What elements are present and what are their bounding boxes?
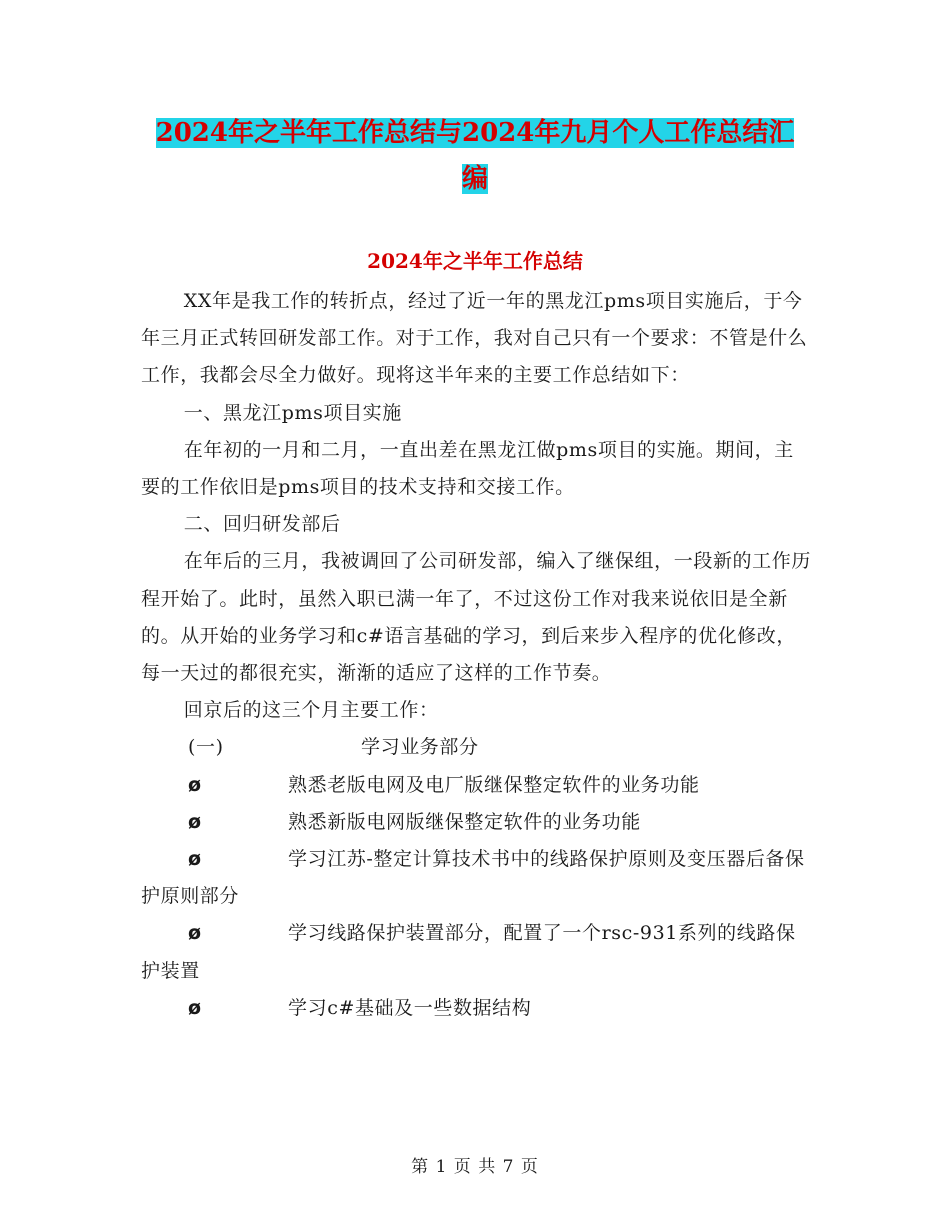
title-line-1: 2024年之半年工作总结与2024年九月个人工作总结汇 — [155, 118, 795, 148]
list-item — [141, 804, 811, 841]
bullet-icon: ø — [188, 996, 202, 1019]
document-title — [140, 110, 810, 202]
bullet-icon: ø — [188, 810, 202, 833]
list-item — [141, 767, 811, 804]
list-item-text: 熟悉新版电网版继保整定软件的业务功能 — [288, 810, 641, 833]
bullet-icon: ø — [188, 773, 202, 796]
list-item — [141, 915, 811, 989]
section-number: (一) — [188, 736, 224, 759]
section-learning — [141, 729, 811, 766]
page-footer: 第 1 页 共 7 页 — [411, 1157, 539, 1177]
list-item — [141, 990, 811, 1027]
heading-return: 二、回归研发部后 — [183, 513, 341, 536]
section-title: 2024年之半年工作总结 — [367, 249, 583, 273]
heading-heilongjiang: 一、黑龙江pms项目实施 — [183, 401, 402, 424]
paragraph-intro: XX年是我工作的转折点，经过了近一年的黑龙江pms项目实施后，于今年三月正式转回研发部工作。对于工作，我对自己只有一个要求：不管是什么工作，我都会尽全力做好。现将这半年来的主要工作总结如下： — [141, 290, 808, 387]
document-body — [141, 283, 811, 1027]
paragraph-return: 在年后的三月，我被调回了公司研发部，编入了继保组，一段新的工作历程开始了。此时，虽然入职已满一年了，不过这份工作对我来说依旧是全新的。从开始的业务学习和c#语言基础的学习，到后来步入程序的优化修改，每一天过的都很充实，渐渐的适应了这样的工作节奏。 — [141, 550, 811, 685]
paragraph-work-summary: 回京后的这三个月主要工作： — [183, 699, 439, 722]
title-line-2: 编 — [461, 164, 488, 194]
bullet-icon: ø — [188, 848, 202, 871]
section-label: 学习业务部分 — [361, 736, 479, 759]
list-item — [141, 841, 811, 915]
list-item-text: 学习江苏-整定计算技术书中的线路保护原则及变压器后备保护原则部分 — [141, 848, 805, 908]
bullet-icon: ø — [188, 922, 202, 945]
list-item-text: 学习c#基础及一些数据结构 — [288, 996, 532, 1019]
paragraph-heilongjiang: 在年初的一月和二月，一直出差在黑龙江做pms项目的实施。期间，主要的工作依旧是pms项目的技术支持和交接工作。 — [141, 438, 794, 499]
list-item-text: 熟悉老版电网及电厂版继保整定软件的业务功能 — [288, 773, 700, 796]
list-item-text: 学习线路保护装置部分，配置了一个rsc-931系列的线路保护装置 — [141, 922, 796, 982]
